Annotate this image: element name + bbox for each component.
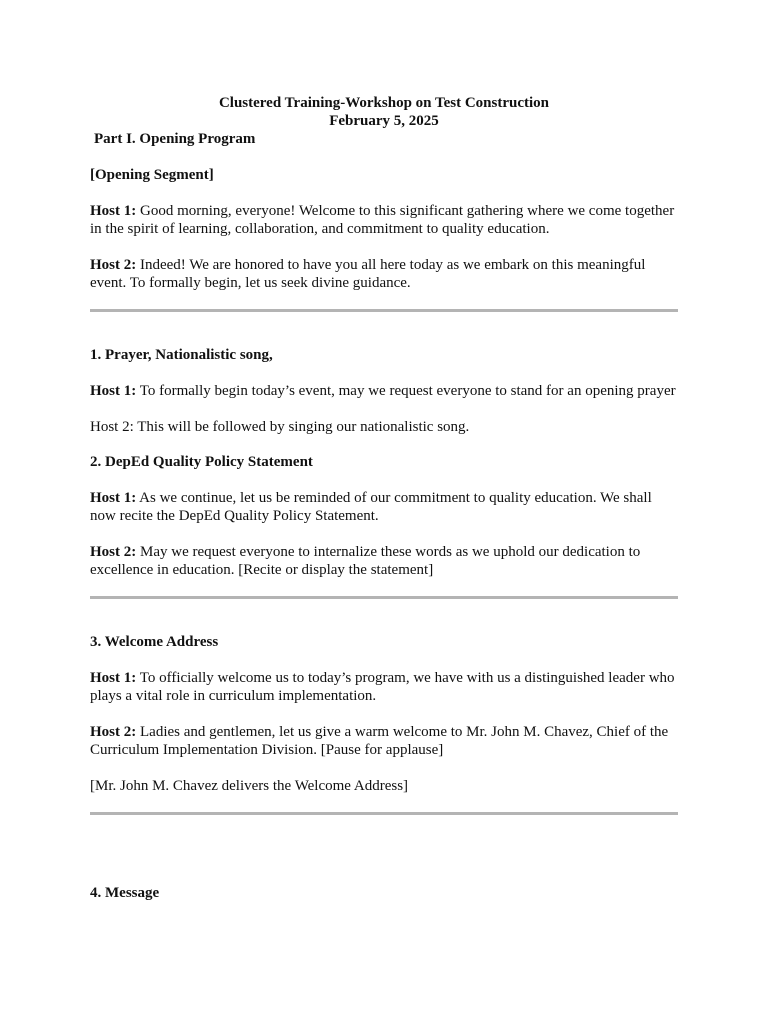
host-label: Host 1: <box>90 203 137 219</box>
prayer-heading: 1. Prayer, Nationalistic song, <box>90 347 273 363</box>
message-heading: 4. Message <box>90 885 160 901</box>
section-divider <box>90 596 678 599</box>
prayer-host1-paragraph <box>90 382 678 400</box>
host-label: Host 1: <box>90 670 137 686</box>
host-dialogue: May we request everyone to internalize these words as we uphold our dedication to excellence in education. [Recite or display the statement] <box>90 544 641 578</box>
host-dialogue: Indeed! We are honored to have you all here today as we embark on this meaningful event. To formally begin, let us seek divine guidance. <box>90 257 646 291</box>
welcome-host2-paragraph <box>90 723 678 759</box>
host-label: Host 1: <box>90 490 137 506</box>
welcome-heading: 3. Welcome Address <box>90 634 219 650</box>
host-dialogue: Ladies and gentlemen, let us give a warm welcome to Mr. John M. Chavez, Chief of the Curriculum Implementation Division. [Pause for applause] <box>90 724 669 758</box>
host-dialogue: To formally begin today’s event, may we request everyone to stand for an opening prayer <box>136 383 676 399</box>
opening-host2-paragraph <box>90 256 678 292</box>
policy-host2-paragraph <box>90 543 678 579</box>
section-divider <box>90 812 678 815</box>
policy-host1-paragraph <box>90 489 678 525</box>
opening-host1-paragraph <box>90 202 678 238</box>
welcome-note: [Mr. John M. Chavez delivers the Welcome Address] <box>90 778 409 794</box>
document-date: February 5, 2025 <box>329 113 439 129</box>
host-dialogue: To officially welcome us to today’s program, we have with us a distinguished leader who plays a vital role in curriculum implementation. <box>90 670 675 704</box>
host-dialogue: Good morning, everyone! Welcome to this significant gathering where we come together in the spirit of learning, collaboration, and commitment to quality education. <box>90 203 675 237</box>
prayer-host2-line: Host 2: This will be followed by singing our nationalistic song. <box>90 419 470 435</box>
document-title: Clustered Training-Workshop on Test Construction <box>218 95 550 111</box>
host-label: Host 2: <box>90 724 137 740</box>
host-label: Host 2: <box>90 257 137 273</box>
part-heading: Part I. Opening Program <box>94 131 256 147</box>
host-label: Host 2: <box>90 544 137 560</box>
document-page <box>90 94 678 902</box>
section-divider <box>90 309 678 312</box>
host-dialogue: As we continue, let us be reminded of our commitment to quality education. We shall now recite the DepEd Quality Policy Statement. <box>90 490 652 524</box>
welcome-host1-paragraph <box>90 669 678 705</box>
host-label: Host 1: <box>90 383 137 399</box>
opening-segment-heading: [Opening Segment] <box>90 167 214 183</box>
policy-heading: 2. DepEd Quality Policy Statement <box>90 454 313 470</box>
